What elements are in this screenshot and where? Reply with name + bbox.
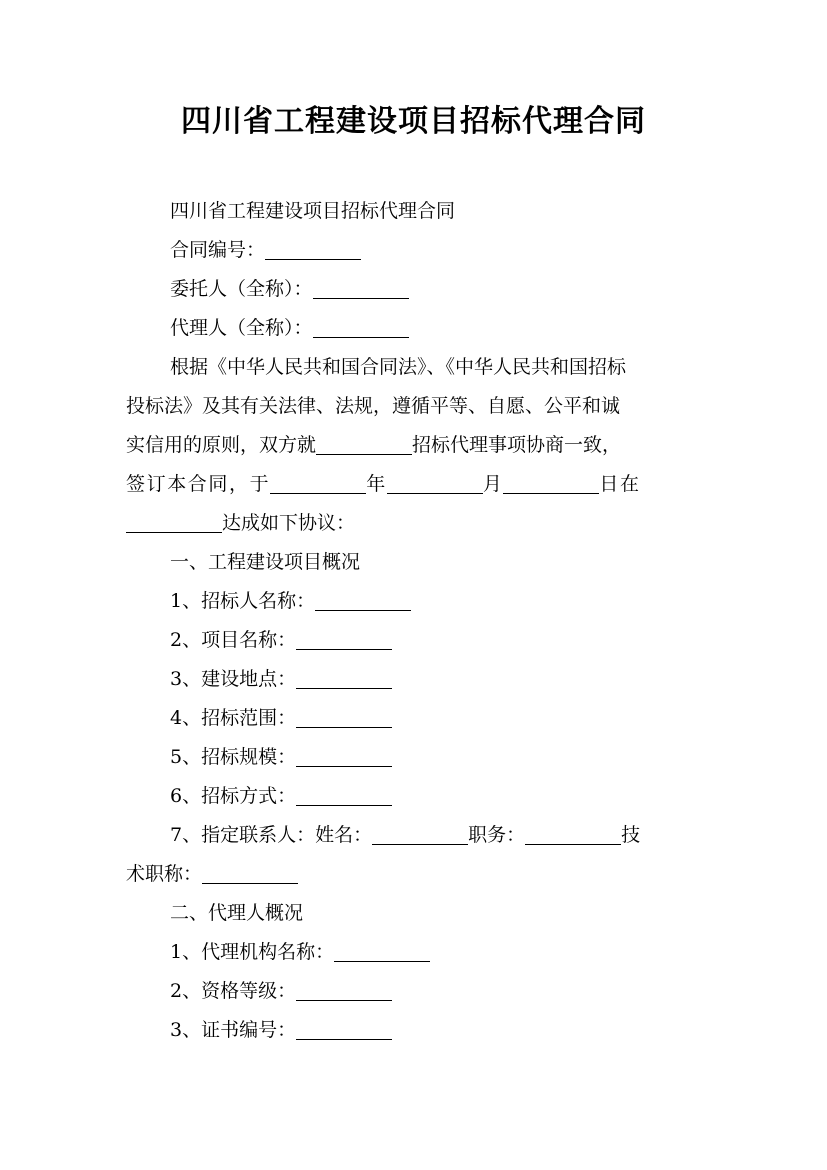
form-field-line (126, 1011, 704, 1050)
fill-in-blank (525, 822, 621, 845)
paragraph-text: 月 (482, 473, 504, 495)
section-heading (126, 894, 704, 933)
field-label: 7、指定联系人：姓名： (170, 824, 373, 846)
fill-in-blank (296, 744, 392, 767)
paragraph-text: 四川省工程建设项目招标代理合同 (170, 200, 456, 222)
paragraph-line (126, 387, 704, 426)
paragraph-text: 达成如下协议： (222, 512, 356, 534)
fill-in-blank (270, 471, 366, 494)
fill-in-blank (296, 627, 392, 650)
fill-in-blank (296, 666, 392, 689)
field-label: 5、招标规模： (170, 746, 297, 768)
paragraph-line (126, 504, 704, 543)
paragraph-text: 日在 (599, 473, 641, 495)
form-field-line (126, 777, 704, 816)
document-title: 四川省工程建设项目招标代理合同 (181, 104, 646, 139)
paragraph-text: 招标代理事项协商一致， (412, 434, 622, 456)
paragraph-text: 实信用的原则，双方就 (126, 434, 317, 456)
form-field-line (126, 582, 704, 621)
fill-in-blank (265, 237, 361, 260)
paragraph-line (126, 465, 704, 504)
section-heading (126, 543, 704, 582)
field-label: 2、项目名称： (170, 629, 297, 651)
fill-in-blank (126, 510, 222, 533)
fill-in-blank (372, 822, 468, 845)
paragraph-text: 签订本合同，于 (126, 473, 271, 495)
fill-in-blank (313, 315, 409, 338)
field-label: 1、代理机构名称： (170, 941, 335, 963)
contact-person-line (126, 816, 704, 855)
form-field-line (126, 621, 704, 660)
client-name-line (126, 270, 704, 309)
form-field-line (126, 699, 704, 738)
paragraph-line (126, 426, 704, 465)
fill-in-blank (387, 471, 483, 494)
contract-heading-line (126, 192, 704, 231)
contract-number-line (126, 231, 704, 270)
field-label: 委托人（全称）： (170, 278, 313, 300)
paragraph-text: 年 (366, 473, 387, 495)
form-field-line (126, 660, 704, 699)
fill-in-blank (296, 978, 392, 1001)
section-heading-text: 二、代理人概况 (170, 902, 304, 924)
field-label: 职务： (468, 824, 526, 846)
form-field-line (126, 855, 704, 894)
field-label: 合同编号： (170, 239, 266, 261)
form-field-line (126, 972, 704, 1011)
section-heading-text: 一、工程建设项目概况 (170, 551, 361, 573)
field-label: 代理人（全称）： (170, 317, 313, 339)
paragraph-text: 投标法》及其有关法律、法规，遵循平等、自愿、公平和诚 (126, 395, 621, 417)
paragraph-text: 根据《中华人民共和国合同法》、《中华人民共和国招标 (170, 356, 627, 378)
fill-in-blank (503, 471, 599, 494)
field-label: 术职称： (126, 863, 203, 885)
field-label: 3、建设地点： (170, 668, 297, 690)
fill-in-blank (315, 588, 411, 611)
field-label: 2、资格等级： (170, 980, 297, 1002)
agent-name-line (126, 309, 704, 348)
fill-in-blank (296, 783, 392, 806)
fill-in-blank (296, 1017, 392, 1040)
fill-in-blank (334, 939, 430, 962)
fill-in-blank (313, 276, 409, 299)
document-body (126, 192, 704, 1050)
field-label: 6、招标方式： (170, 785, 297, 807)
fill-in-blank (202, 861, 298, 884)
field-label: 1、招标人名称： (170, 590, 316, 612)
field-label: 技 (621, 824, 641, 846)
paragraph-line (126, 348, 704, 387)
fill-in-blank (296, 705, 392, 728)
fill-in-blank (316, 432, 412, 455)
field-label: 3、证书编号： (170, 1019, 297, 1041)
form-field-line (126, 933, 704, 972)
form-field-line (126, 738, 704, 777)
field-label: 4、招标范围： (170, 707, 297, 729)
